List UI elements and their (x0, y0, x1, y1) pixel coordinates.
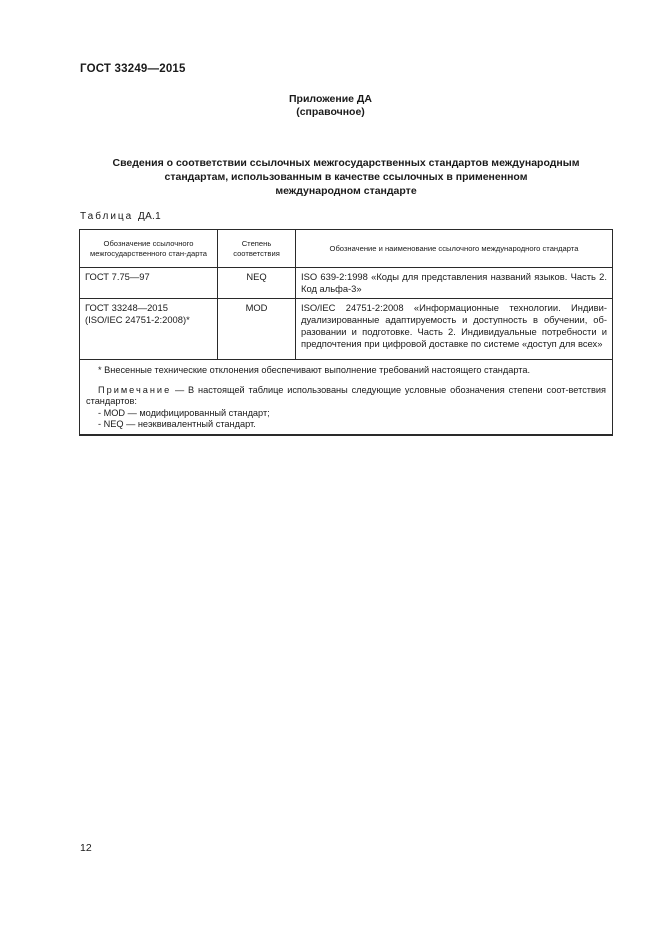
section-title (96, 156, 596, 198)
cell-standard (80, 299, 218, 360)
column-header-reference: Обозначение и наименование ссылочного международного стандарта (296, 230, 613, 268)
note-label: Примечание (98, 384, 172, 395)
table-footer-row (80, 360, 613, 435)
table-header-row (80, 230, 613, 268)
column-header-standard: Обозначение ссылочного межгосударственного стан-дарта (80, 230, 218, 268)
cell-degree: MOD (218, 299, 296, 360)
section-title-line: международном стандарте (275, 185, 417, 197)
cell-reference: ISO 639-2:1998 «Коды для представления названий языков. Часть 2. Код альфа-3» (296, 268, 613, 299)
note-item: - NEQ — неэквивалентный стандарт. (98, 419, 256, 429)
table-caption-number: ДА.1 (138, 211, 161, 222)
table-caption-label: Таблица (80, 211, 134, 222)
section-title-line: Сведения о соответствии ссылочных межгосударственных стандартов международным (112, 157, 580, 169)
cell-standard (80, 268, 218, 299)
table-note (86, 385, 606, 408)
table-caption (80, 211, 161, 222)
table-row (80, 299, 613, 360)
note-item: - MOD — модифицированный стандарт; (98, 407, 270, 418)
section-title-line: стандартам, использованным в качестве ссылочных в примененном (164, 171, 528, 183)
cell-degree: NEQ (218, 268, 296, 299)
appendix-subtitle: (справочное) (296, 106, 365, 118)
reference-standards-table (79, 229, 613, 436)
note-text: — В настоящей таблице использованы следующие условные обозначения степени соот-ветствия стандартов: (86, 384, 606, 406)
cell-standard-text: ГОСТ 7.75—97 (85, 271, 150, 282)
appendix-title: Приложение ДА (289, 93, 372, 105)
table-row (80, 268, 613, 299)
footnote: * Внесенные технические отклонения обеспечивают выполнение требований настоящего стандарта. (98, 365, 531, 375)
document-code-header: ГОСТ 33249—2015 (80, 63, 186, 75)
page-number: 12 (80, 842, 92, 854)
cell-standard-text-2: (ISO/IEC 24751-2:2008)* (85, 314, 190, 325)
column-header-degree: Степень соответствия (218, 230, 296, 268)
cell-reference: ISO/IEC 24751-2:2008 «Информационные технологии. Индиви-дуализированные адаптируемость и доступность в обучении, об-разовании и подготовке. Часть 2. Индивидуальные потребности и предпочтения при цифровой доставке по системе «доступ для всех» (296, 299, 613, 360)
table-footer-cell (80, 360, 613, 435)
cell-standard-text: ГОСТ 33248—2015 (85, 302, 168, 313)
